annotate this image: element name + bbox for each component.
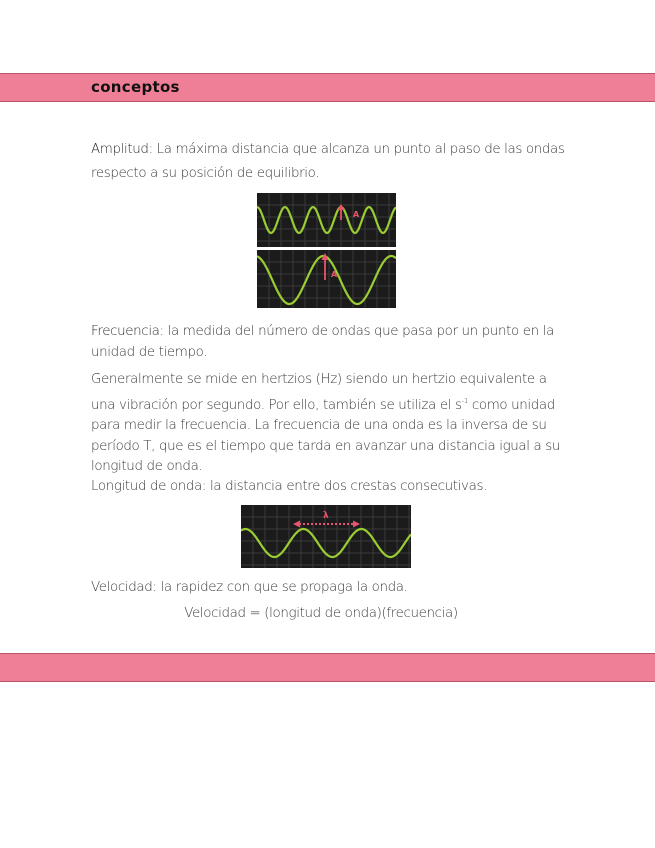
amplitude-definition: : La máxima distancia que alcanza un punto al paso de las ondas respecto a su posición de equilibrio. bbox=[91, 142, 565, 181]
wavelength-label: λ bbox=[323, 511, 329, 521]
hertz-text-start: Generalmente se mide en hertzios (Hz) siendo un hertzio equivalente a una vibración por segundo. Por ello, también se utiliza el s bbox=[91, 372, 547, 413]
velocity-formula: Velocidad = (longitud de onda)(frecuencia) bbox=[184, 606, 458, 621]
amplitude-label: A bbox=[331, 270, 338, 279]
frequency-definition: : la medida del número de ondas que pasa por un punto en la unidad de tiempo. bbox=[91, 324, 554, 360]
amplitude-large-wave-figure bbox=[257, 250, 396, 308]
hertz-text-end: como unidad para medir la frecuencia. La frecuencia de una onda es la inversa de su período T, que es el tiempo que tarda en avanzar una distancia igual a su longitud de onda. bbox=[91, 397, 561, 474]
amplitude-paragraph bbox=[91, 138, 569, 186]
frequency-term: Frecuencia bbox=[91, 324, 160, 339]
wavelength-wave-figure bbox=[241, 505, 411, 568]
wavelength-arrow-left bbox=[293, 521, 300, 528]
wave-curve bbox=[257, 256, 396, 304]
section-title: conceptos bbox=[91, 78, 180, 96]
wavelength-paragraph: Longitud de onda: la distancia entre dos crestas consecutivas. bbox=[91, 479, 487, 494]
wavelength-arrow-right bbox=[353, 521, 360, 528]
amplitude-label: A bbox=[353, 210, 360, 219]
frequency-paragraph bbox=[91, 322, 569, 363]
velocity-paragraph: Velocidad: la rapidez con que se propaga la onda. bbox=[91, 580, 408, 595]
amplitude-small-wave-figure bbox=[257, 193, 396, 247]
footer-band bbox=[0, 653, 655, 682]
header-band bbox=[0, 73, 655, 102]
exponent: -1 bbox=[461, 396, 468, 405]
amplitude-term: Amplitud bbox=[91, 142, 149, 157]
hertz-paragraph bbox=[91, 370, 569, 478]
